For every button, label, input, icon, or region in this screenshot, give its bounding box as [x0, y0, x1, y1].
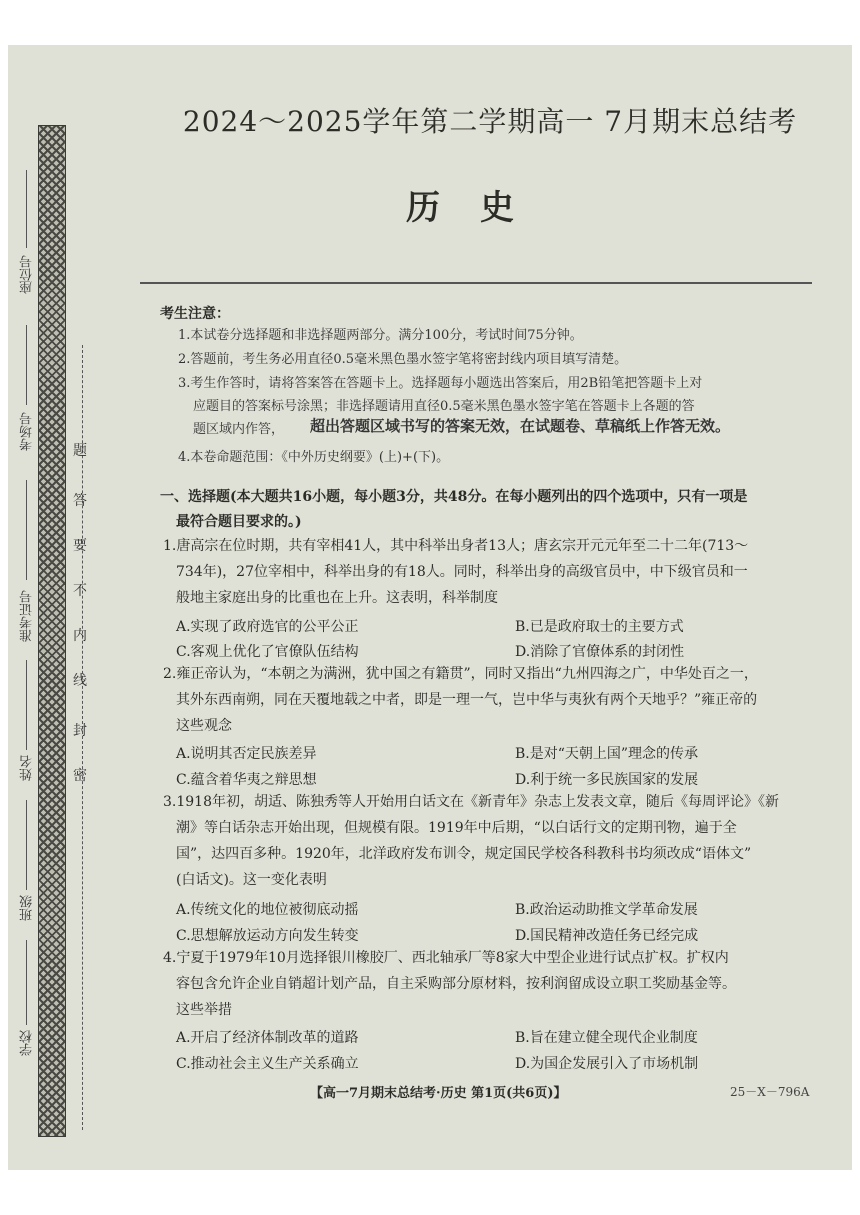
question-2-line: 这些观念 [176, 718, 232, 734]
section-heading-cont: 最符合题目要求的。) [176, 514, 302, 530]
notice-item: 1.本试卷分选择题和非选择题两部分。满分100分，考试时间75分钟。 [178, 328, 583, 343]
question-2-option-d: D.利于统一多民族国家的发展 [515, 772, 699, 788]
question-3-line: 国”，达四百多种。1920年，北洋政府发布训令，规定国民学校各科教科书均须改成“语体文” [176, 846, 752, 862]
question-1-line: 1.唐高宗在位时期，共有宰相41人，其中科举出身者13人；唐玄宗开元元年至二十二年(713～ [163, 538, 749, 554]
question-4-option-b: B.旨在建立健全现代企业制度 [515, 1030, 698, 1046]
notice-heading: 考生注意： [160, 306, 230, 322]
question-3-line: 潮》等白话杂志开始出现，但规模有限。1919年中后期，“以白话行文的定期刊物，遍于全 [176, 820, 737, 836]
notice-item: 2.答题前，考生务必用直径0.5毫米黑色墨水签字笔将密封线内项目填写清楚。 [178, 352, 628, 367]
seal-char: 要 [73, 538, 87, 554]
seat-number-label: 座位号 [20, 255, 35, 294]
class-label: 班级 [20, 895, 35, 921]
binding-pattern [38, 125, 66, 1137]
exam-title: 2024～2025学年第二学期高一 7月期末总结考 [182, 105, 798, 138]
question-4-line: 4.宁夏于1979年10月选择银川橡胶厂、西北轴承厂等8家大中型企业进行试点扩权。扩权内 [163, 950, 729, 966]
question-4-line: 这些举措 [176, 1002, 232, 1018]
school-blank [26, 940, 27, 1025]
question-1-line: 734年)，27位宰相中，科举出身的有18人。同时，科举出身的高级官员中，中下级官员和一 [176, 564, 748, 580]
notice-item: 题区域内作答， [193, 422, 285, 437]
seal-char: 内 [73, 628, 87, 644]
exam-subject: 历史 [406, 188, 554, 228]
question-1-option-a: A.实现了政府选官的公平公正 [176, 619, 359, 635]
question-2-option-c: C.蕴含着华夷之辩思想 [176, 772, 317, 788]
question-3-option-c: C.思想解放运动方向发生转变 [176, 928, 359, 944]
section-heading: 一、选择题(本大题共16小题，每小题3分，共48分。在每小题列出的四个选项中，只有一项是 [160, 489, 748, 505]
question-4-line: 容包含允许企业自销超计划产品，自主采购部分原材料，按利润留成设立职工奖励基金等。 [176, 976, 736, 992]
question-3-line: (白话文)。这一变化表明 [176, 872, 327, 888]
question-2-line: 2.雍正帝认为，“本朝之为满洲，犹中国之有籍贯”，同时又指出“九州四海之广，中华处百之一， [163, 666, 758, 682]
ticket-number-blank [26, 480, 27, 580]
notice-item: 应题目的答案标号涂黑；非选择题请用直径0.5毫米黑色墨水签字笔在答题卡上各题的答 [193, 399, 695, 414]
class-blank [26, 800, 27, 890]
school-label: 学校 [20, 1030, 35, 1056]
seal-char: 线 [73, 673, 87, 689]
question-2-option-b: B.是对“天朝上国”理念的传承 [515, 746, 699, 762]
question-3-line: 3.1918年初，胡适、陈独秀等人开始用白话文在《新青年》杂志上发表文章，随后《每周评论》《新 [163, 794, 779, 810]
room-number-blank [26, 325, 27, 405]
question-4-option-d: D.为国企发展引入了市场机制 [515, 1056, 699, 1072]
question-4-option-c: C.推动社会主义生产关系确立 [176, 1056, 359, 1072]
page-footer: 【高一7月期末总结考·历史 第1页(共6页)】 [310, 1086, 567, 1101]
question-2-line: 其外东西南朔，同在天覆地载之中者，即是一理一气，岂中华与夷狄有两个天地乎？”雍正帝的 [176, 692, 758, 708]
seat-number-blank [26, 170, 27, 248]
notice-emphasis: 超出答题区域书写的答案无效，在试题卷、草稿纸上作答无效。 [310, 417, 731, 435]
question-1-option-d: D.消除了官僚体系的封闭性 [515, 644, 685, 660]
question-1-line: 般地主家庭出身的比重也在上升。这表明，科举制度 [176, 590, 498, 606]
question-4-option-a: A.开启了经济体制改革的道路 [176, 1030, 359, 1046]
paper-code: 25－X－796A [730, 1085, 810, 1099]
name-blank [26, 660, 27, 750]
seal-char: 密 [73, 768, 87, 784]
question-3-option-d: D.国民精神改造任务已经完成 [515, 928, 699, 944]
name-label: 姓名 [20, 755, 35, 781]
question-2-option-a: A.说明其否定民族差异 [176, 746, 317, 762]
ticket-number-label: 准考证号 [20, 590, 35, 642]
question-1-option-b: B.已是政府取士的主要方式 [515, 619, 684, 635]
question-3-option-a: A.传统文化的地位被彻底动摇 [176, 902, 359, 918]
seal-char: 答 [73, 493, 87, 509]
room-number-label: 考场号 [20, 412, 35, 451]
header-divider [140, 282, 812, 284]
question-3-option-b: B.政治运动助推文学革命发展 [515, 902, 698, 918]
notice-item: 4.本卷命题范围：《中外历史纲要》(上)+(下)。 [178, 450, 450, 465]
seal-char: 不 [73, 583, 87, 599]
seal-char: 封 [73, 723, 87, 739]
question-1-option-c: C.客观上优化了官僚队伍结构 [176, 644, 359, 660]
seal-char: 题 [73, 443, 87, 459]
notice-item: 3.考生作答时，请将答案答在答题卡上。选择题每小题选出答案后，用2B铅笔把答题卡上对 [178, 376, 703, 391]
